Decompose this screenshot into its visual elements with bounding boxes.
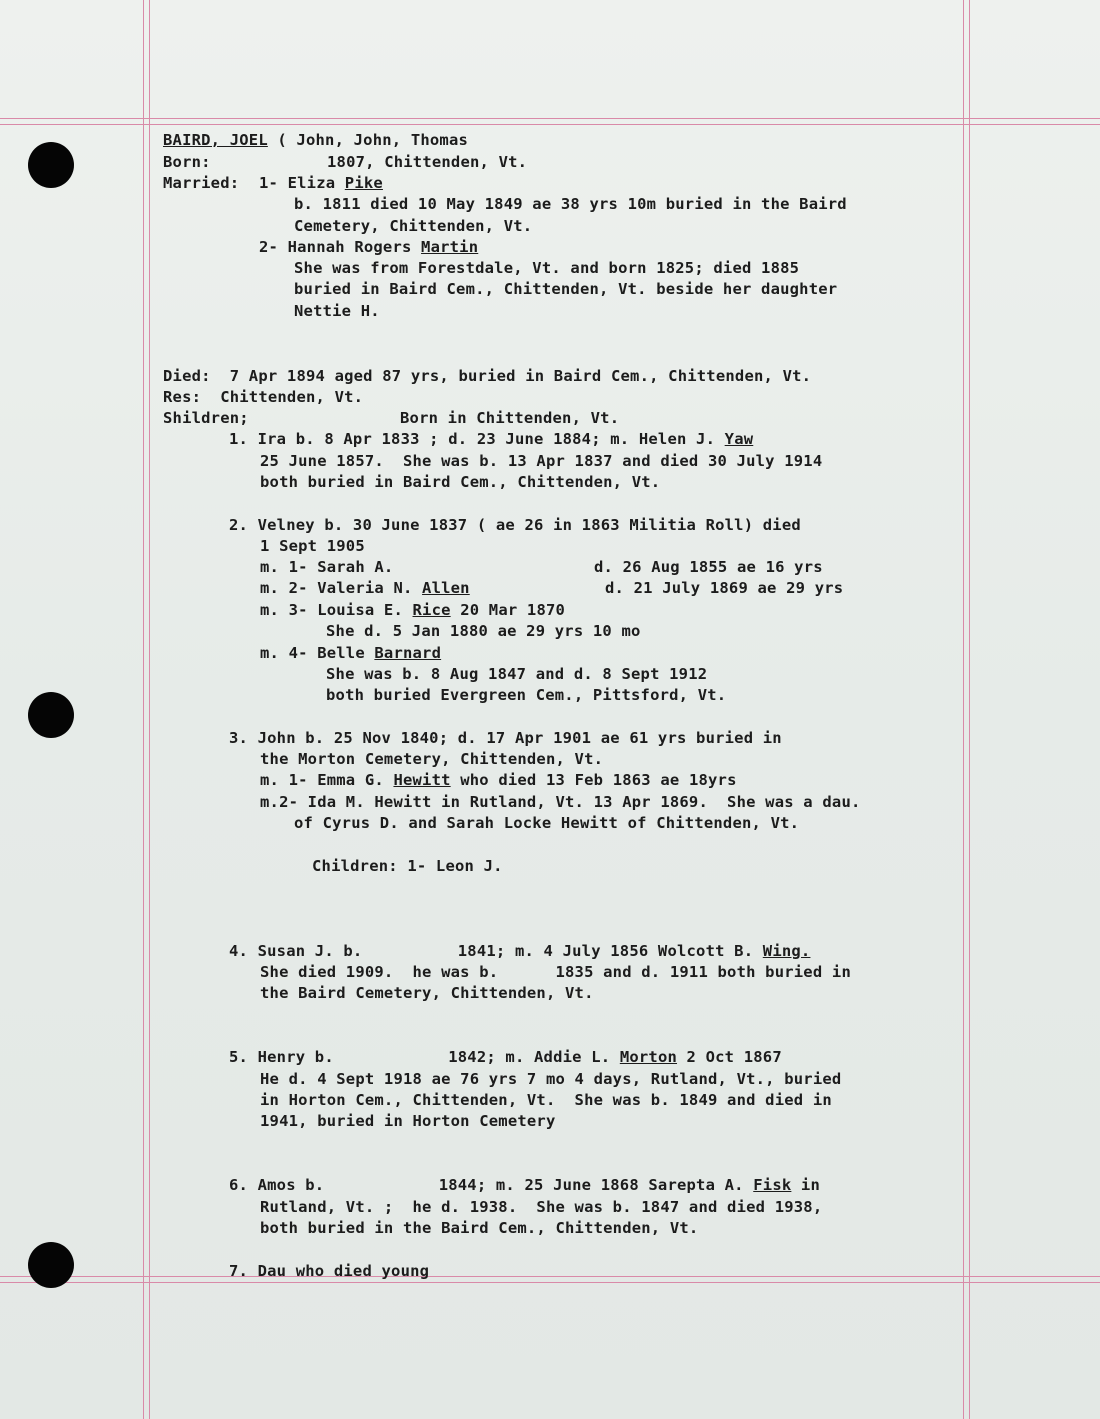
children-birthplace-note: Born in Chittenden, Vt. [400,409,620,427]
child-2-marriage-4-note-1: She was b. 8 Aug 1847 and d. 8 Sept 1912 [326,665,708,683]
child-5-line-3: in Horton Cem., Chittenden, Vt. She was b. 1849 and died in [260,1091,832,1109]
punch-hole-bottom [28,1242,74,1288]
spouse2-surname: Martin [421,238,479,256]
child-2-line-1: 2. Velney b. 30 June 1837 ( ae 26 in 1863 Militia Roll) died [229,516,801,534]
child-4-line-3: the Baird Cemetery, Chittenden, Vt. [260,984,594,1002]
child-2-marriage-1: m. 1- Sarah A. d. 26 Aug 1855 ae 16 yrs [260,558,823,576]
child-7-line: 7. Dau who died young [229,1262,430,1280]
child-1-line-2: 25 June 1857. She was b. 13 Apr 1837 and died 30 July 1914 [260,452,823,470]
residence-line: Res: Chittenden, Vt. [163,388,364,406]
margin-line-right-inner [963,0,964,1419]
born-line [163,152,528,172]
child-5-line-4: 1941, buried in Horton Cemetery [260,1112,556,1130]
child-2-marriage-2: m. 2- Valeria N. Allen d. 21 July 1869 ae 29 yrs [260,579,844,597]
children-label: Shildren; [163,409,249,427]
child-2-line-2: 1 Sept 1905 [260,537,365,555]
spouse2-name-line: 2- Hannah Rogers Martin [259,238,479,256]
child-3-marriage-2-parents: of Cyrus D. and Sarah Locke Hewitt of Chittenden, Vt. [294,814,800,832]
punch-hole-middle [28,692,74,738]
child-2-marriage-3: m. 3- Louisa E. Rice 20 Mar 1870 [260,601,566,619]
child-2-marriage-3-note: She d. 5 Jan 1880 ae 29 yrs 10 mo [326,622,641,640]
children-header-line [163,408,620,428]
child-2-marriage-4: m. 4- Belle Barnard [260,644,442,662]
bottom-rule-lower [0,1282,1100,1283]
child-1-line-1: 1. Ira b. 8 Apr 1833 ; d. 23 June 1884; m. Helen J. Yaw [229,430,754,448]
child-6-line-3: both buried in the Baird Cem., Chittenden, Vt. [260,1219,699,1237]
margin-line-right-outer [969,0,970,1419]
died-line: Died: 7 Apr 1894 aged 87 yrs, buried in Baird Cem., Chittenden, Vt. [163,367,812,385]
child-1-line-3: both buried in Baird Cem., Chittenden, Vt. [260,473,661,491]
married-label: Married: [163,174,240,192]
child-4-line-1: 4. Susan J. b. 1841; m. 4 July 1856 Wolcott B. Wing. [229,942,811,960]
top-rule-upper [0,118,1100,119]
spouse1-name: 1- Eliza [259,174,345,192]
spouse2-detail-2: buried in Baird Cem., Chittenden, Vt. beside her daughter [294,280,838,298]
child-3-line-2: the Morton Cemetery, Chittenden, Vt. [260,750,604,768]
child-6-line-1: 6. Amos b. 1844; m. 25 June 1868 Sarepta A. Fisk in [229,1176,820,1194]
punch-hole-top [28,142,74,188]
subject-name-line [163,130,468,150]
child-6-line-2: Rutland, Vt. ; he d. 1938. She was b. 1847 and died 1938, [260,1198,823,1216]
margin-line-left-inner [149,0,150,1419]
child-4-line-2: She died 1909. he was b. 1835 and d. 1911 both buried in [260,963,851,981]
spouse1-surname: Pike [344,174,383,192]
margin-line-left-outer [143,0,144,1419]
bottom-rule-upper [0,1276,1100,1277]
child-2-marriage-4-note-2: both buried Evergreen Cem., Pittsford, Vt. [326,686,727,704]
lineage: ( John, John, Thomas [267,131,469,149]
spouse2-detail-1: She was from Forestdale, Vt. and born 1825; died 1885 [294,259,800,277]
spouse1-detail-2: Cemetery, Chittenden, Vt. [294,217,533,235]
child-3-marriage-1: m. 1- Emma G. Hewitt who died 13 Feb 1863 ae 18yrs [260,771,737,789]
subject-name: BAIRD, JOEL [163,131,268,149]
born-value: 1807, Chittenden, Vt. [327,153,528,171]
child-5-line-2: He d. 4 Sept 1918 ae 76 yrs 7 mo 4 days, Rutland, Vt., buried [260,1070,842,1088]
spouse1-detail-1: b. 1811 died 10 May 1849 ae 38 yrs 10m buried in the Baird [294,195,847,213]
top-rule-lower [0,124,1100,125]
child-3-marriage-2: m.2- Ida M. Hewitt in Rutland, Vt. 13 Apr 1869. She was a dau. [260,793,861,811]
child-3-line-1: 3. John b. 25 Nov 1840; d. 17 Apr 1901 ae 61 yrs buried in [229,729,782,747]
spouse2-detail-3: Nettie H. [294,302,380,320]
child-5-line-1: 5. Henry b. 1842; m. Addie L. Morton 2 Oct 1867 [229,1048,782,1066]
married-line [163,173,383,193]
born-label: Born: [163,153,211,171]
child-3-children: Children: 1- Leon J. [312,857,503,875]
